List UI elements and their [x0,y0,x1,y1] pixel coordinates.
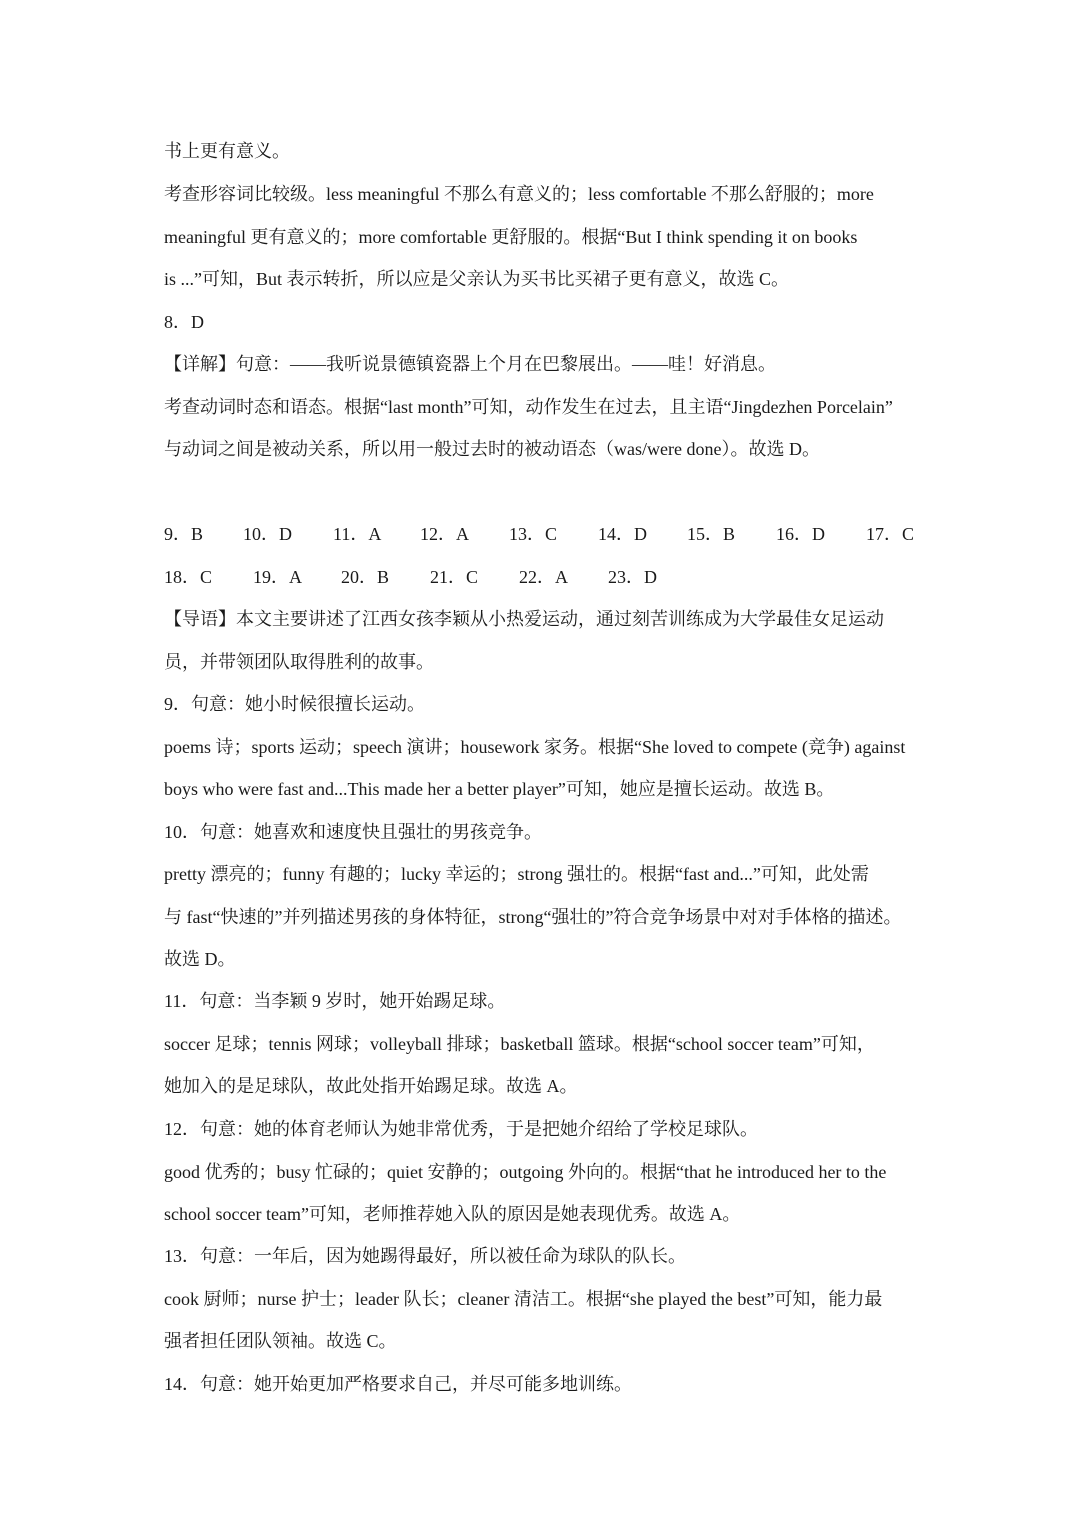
text-line: 11．句意：当李颖 9 岁时，她开始踢足球。 [164,991,506,1011]
text-line: is ...”可知，But 表示转折，所以应是父亲认为买书比买裙子更有意义，故选 C。 [164,269,790,289]
answer-item: 14．D [598,524,647,544]
text-line: 【详解】句意：——我听说景德镇瓷器上个月在巴黎展出。——哇！好消息。 [164,354,776,374]
answer-item: 22．A [519,567,568,587]
answer-item: 12．A [420,524,469,544]
answer-item: 16．D [776,524,825,544]
answer-item: 21．C [430,567,479,587]
answer-item: 13．C [509,524,558,544]
text-line: soccer 足球；tennis 网球；volleyball 排球；basketball 篮球。根据“school soccer team”可知， [164,1034,875,1054]
text-line: good 优秀的；busy 忙碌的；quiet 安静的；outgoing 外向的。根据“that he introduced her to the [164,1162,887,1182]
answer-item: 19．A [253,567,302,587]
text-line: 10．句意：她喜欢和速度快且强壮的男孩竞争。 [164,822,542,842]
text-line: pretty 漂亮的；funny 有趣的；lucky 幸运的；strong 强壮的。根据“fast and...”可知，此处需 [164,864,869,884]
text-line: 书上更有意义。 [164,141,290,161]
answer-item: 17．C [866,524,915,544]
text-line: 9．句意：她小时候很擅长运动。 [164,694,425,714]
answer-item: 23．D [608,567,657,587]
text-line: 故选 D。 [164,949,236,969]
text-line: 【导语】本文主要讲述了江西女孩李颖从小热爱运动，通过刻苦训练成为大学最佳女足运动 [164,609,884,629]
answer-item: 18．C [164,567,213,587]
text-line: 与 fast“快速的”并列描述男孩的身体特征，strong“强壮的”符合竞争场景中对对手体格的描述。 [164,907,902,927]
answer-key-row-2 [164,565,724,589]
text-line: cook 厨师；nurse 护士；leader 队长；cleaner 清洁工。根据“she played the best”可知，能力最 [164,1289,883,1309]
text-line: 14．句意：她开始更加严格要求自己，并尽可能多地训练。 [164,1374,632,1394]
text-line: 考查动词时态和语态。根据“last month”可知，动作发生在过去，且主语“Jingdezhen Porcelain” [164,397,893,417]
text-line: school soccer team”可知，老师推荐她入队的原因是她表现优秀。故选 A。 [164,1204,741,1224]
text-line: 她加入的是足球队，故此处指开始踢足球。故选 A。 [164,1076,578,1096]
text-line: 员，并带领团队取得胜利的故事。 [164,652,434,672]
answer-key-row-1 [164,522,924,546]
text-line: 考查形容词比较级。less meaningful 不那么有意义的；less comfortable 不那么舒服的；more [164,184,874,204]
text-line: 强者担任团队领袖。故选 C。 [164,1331,397,1351]
text-line: meaningful 更有意义的；more comfortable 更舒服的。根据“But I think spending it on books [164,227,858,247]
answer-item: 9．B [164,524,204,544]
text-line: 13．句意：一年后，因为她踢得最好，所以被任命为球队的队长。 [164,1246,686,1266]
text-line: 与动词之间是被动关系，所以用一般过去时的被动语态（was/were done）。故选 D。 [164,439,820,459]
question-number: 8．D [164,312,204,332]
text-line: 12．句意：她的体育老师认为她非常优秀，于是把她介绍给了学校足球队。 [164,1119,758,1139]
answer-item: 20．B [341,567,390,587]
text-line: poems 诗；sports 运动；speech 演讲；housework 家务。根据“She loved to compete (竞争) against [164,737,906,757]
answer-item: 11．A [333,524,382,544]
answer-item: 15．B [687,524,736,544]
text-line: boys who were fast and...This made her a better player”可知，她应是擅长运动。故选 B。 [164,779,835,799]
answer-item: 10．D [243,524,292,544]
